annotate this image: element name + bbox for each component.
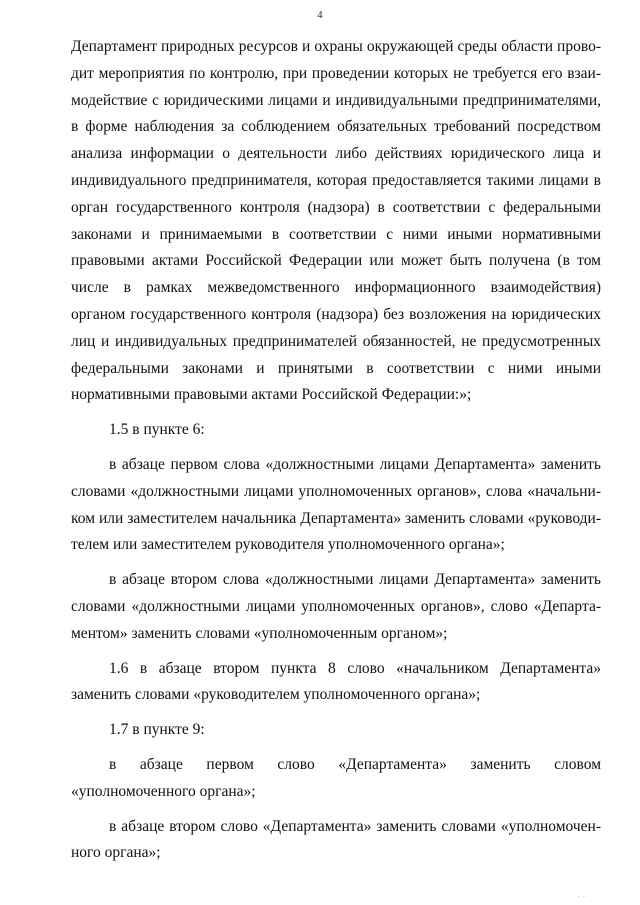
paragraph-2: 1.5 в пункте 6: bbox=[109, 421, 205, 439]
paragraph-5: 1.6 в абзаце втором пункта 8 слово «начальником Департамента» заменить словами «руководителем уполномоченного органа»; bbox=[71, 659, 601, 704]
paragraph-1: Департамент природных ресурсов и охраны окружающей среды области проводит мероприятия по контролю, при проведении которых не требуется его взаимодействие с юридическими лицами и индивидуальными предпринимателями, в форме наблюдения за соблюдением обязательных требований посредством анализа информации о деятельности либо действиях юридического лица и индивидуального предпринимателя, которая предоставляется такими лицами в орган государственного контроля (надзора) в соответствии с федеральными законами и принимаемыми в соответствии с ними иными нормативными правовыми актами Российской Федерации или может быть получена (в том числе в рамках межведомственного информационного взаимодействия) органом государственного контроля (надзора) без возложения на юридических лиц и индивидуальных предпринимателей обязанностей, не предусмотренных федеральными законами и принятыми в соответствии с ними иными нормативными правовыми актами Российской Федерации:»; bbox=[71, 38, 601, 404]
footer-mark: . . bbox=[577, 892, 586, 899]
paragraph-8: в абзаце втором слово «Департамента» заменить словами «уполномоченного органа»; bbox=[71, 817, 601, 862]
paragraph-4: в абзаце втором слова «должностными лицами Департамента» заменить словами «должностными лицами уполномоченных органов», слово «Департаментом» заменить словами «уполномоченным органом»; bbox=[71, 571, 601, 642]
paragraph-3: в абзаце первом слова «должностными лицами Департамента» заменить словами «должностными лицами уполномоченных органов», слова «начальником или заместителем начальника Департамента» заменить словами «руководителем или заместителем руководителя уполномоченного органа»; bbox=[71, 455, 601, 554]
page-number: 4 bbox=[317, 10, 323, 21]
paragraph-6: 1.7 в пункте 9: bbox=[109, 721, 205, 739]
paragraph-7: в абзаце первом слово «Департамента» заменить словом «уполномоченного органа»; bbox=[71, 755, 601, 800]
document-body bbox=[71, 34, 601, 867]
